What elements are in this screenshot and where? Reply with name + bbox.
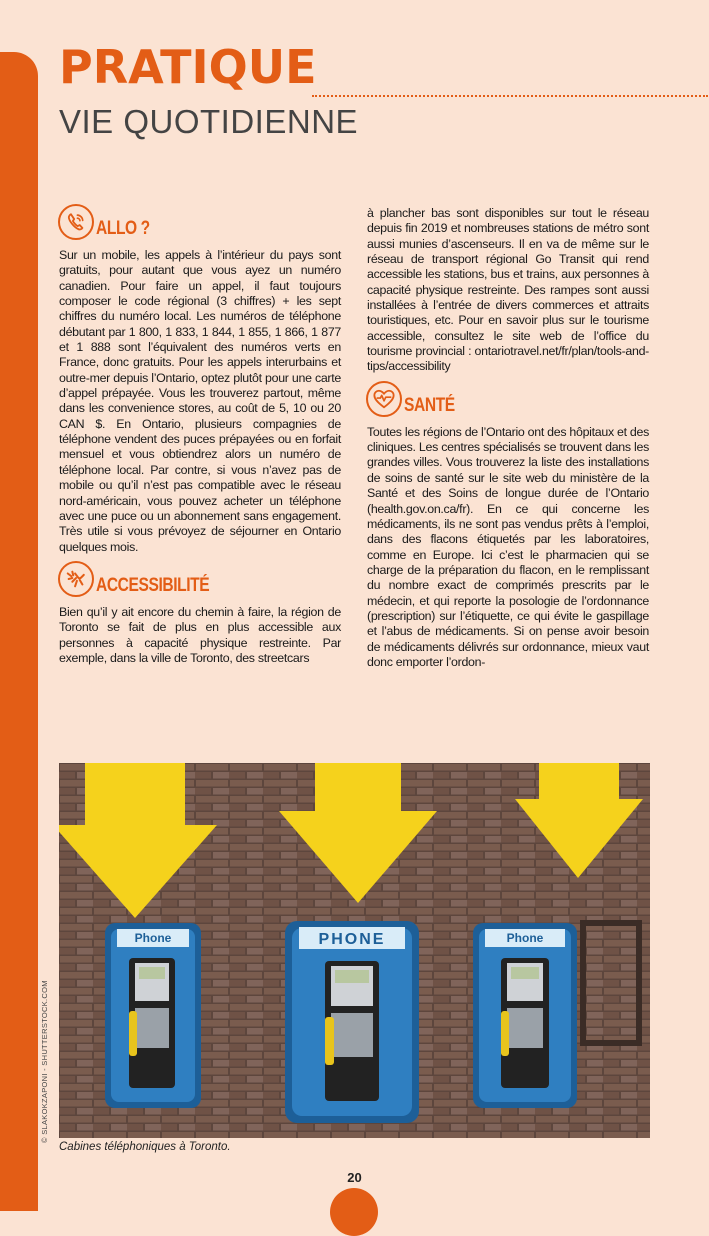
photo-phone-booths (59, 763, 650, 1138)
page-subtitle: VIE QUOTIDIENNE (59, 103, 359, 140)
right-column (367, 206, 649, 670)
left-column (59, 206, 341, 666)
section-header-accessibilite (59, 563, 341, 603)
side-accent-bar (0, 52, 38, 1211)
booth-sign-right: Phone (506, 931, 544, 945)
section-body-sante: Toutes les régions de l’Ontario ont des hôpitaux et des cliniques. Les centres spécialisés se trouvent dans les grandes villes. Vous trouverez la liste des installations de soins de santé sur le site web du ministère de la Santé et des Soins de longue durée de l’Ontario (health.gov.on.ca/fr). En ce qui concerne les médicaments, ils ne sont pas vendus prêts à l’emploi, dans des flacons étiquetés par les laboratoires, comme en Europe. Ici c’est le pharmacien qui se charge de la préparation du flacon, en le remplissant du nombre exact de comprimés prescrits par le médecin, et qui reporte la posologie de l’ordonnance (prescription) sur l’étiquette, ce qui évite le gaspillage et l’abus de médicaments. Si on pense avoir besoin de médicaments délivrés sur ordonnance, mieux vaut donc emporter l’ordon- (367, 424, 649, 669)
photo-credit: © SLAKOKZAPONI - SHUTTERSTOCK.COM (40, 980, 49, 1143)
photo-caption: Cabines téléphoniques à Toronto. (59, 1141, 231, 1153)
section-title-allo: ALLO ? (96, 218, 150, 240)
page-number: 20 (347, 1170, 362, 1185)
section-body-allo: Sur un mobile, les appels à l’intérieur du pays sont gratuits, pour autant que vous ayez un numéro canadien. Pour faire un appel, il faut toujours composer le code régional (3 chiffres) + les sept chiffres du numéro local. Les numéros de téléphone débutant par 1 800, 1 833, 1 844, 1 855, 1 866, 1 877 et 1 888 sont l’équivalent des numéros verts en France, donc gratuits. Pour les appels interurbains et outre-mer depuis l’Ontario, optez plutôt pour une carte d’appel prépayée. Vous les trouverez partout, même dans les convenience stores, au coût de 5, 10 ou 20 CAN $. En Ontario, plusieurs compagnies de téléphone vendent des puces prépayées ou en forfait mensuel et vous obtiendrez alors un numéro de téléphone local. Par contre, si vous n’avez pas de mobile ou qu’il n’est pas compatible avec le réseau nord-américain, vous pouvez acheter un téléphone avec une puce ou un abonnement sans engagement. Très utile si vous prévoyez de séjourner en Ontario quelques mois. (59, 248, 341, 554)
section-header-allo (59, 206, 341, 246)
section-title-accessibilite: ACCESSIBILITÉ (96, 575, 210, 597)
phone-booth-middle (285, 921, 419, 1123)
section-body-accessibilite: Bien qu’il y ait encore du chemin à faire, la région de Toronto se fait de plus en plus accessible aux personnes à capacité physique restreinte. Par exemple, dans la ville de Toronto, des streetcars (59, 604, 341, 665)
section-body-accessibilite-continued: à plancher bas sont disponibles sur tout le réseau depuis fin 2019 et nombreuses stations de métro sont aussi munies d’ascenseurs. Il en va de même sur le réseau de transport régional Go Transit qui rend accessible les stations, bus et trains, aux personnes à capacité physique restreinte. Des rampes sont aussi installées à l’entrée de divers commerces et attraits touristiques, etc. Pour en savoir plus sur le tourisme accessible, consultez le site web de l’office du tourisme provincial : ontariotravel.net/fr/plan/tools-and-tips/accessibility (367, 206, 649, 374)
booth-sign-left: Phone (134, 931, 172, 945)
accessibility-icon (58, 561, 94, 597)
page-tab-circle (330, 1188, 378, 1236)
phone-icon (58, 204, 94, 240)
title-dotted-rule (312, 95, 708, 97)
phone-booth-left (105, 923, 201, 1108)
booth-sign-middle: PHONE (318, 931, 386, 948)
section-header-sante (367, 383, 649, 423)
section-title-sante: SANTÉ (404, 395, 455, 417)
phone-booths-illustration (59, 763, 650, 1138)
health-heart-icon (366, 381, 402, 417)
page-title: PRATIQUE (59, 40, 317, 94)
phone-booth-right (473, 923, 577, 1108)
